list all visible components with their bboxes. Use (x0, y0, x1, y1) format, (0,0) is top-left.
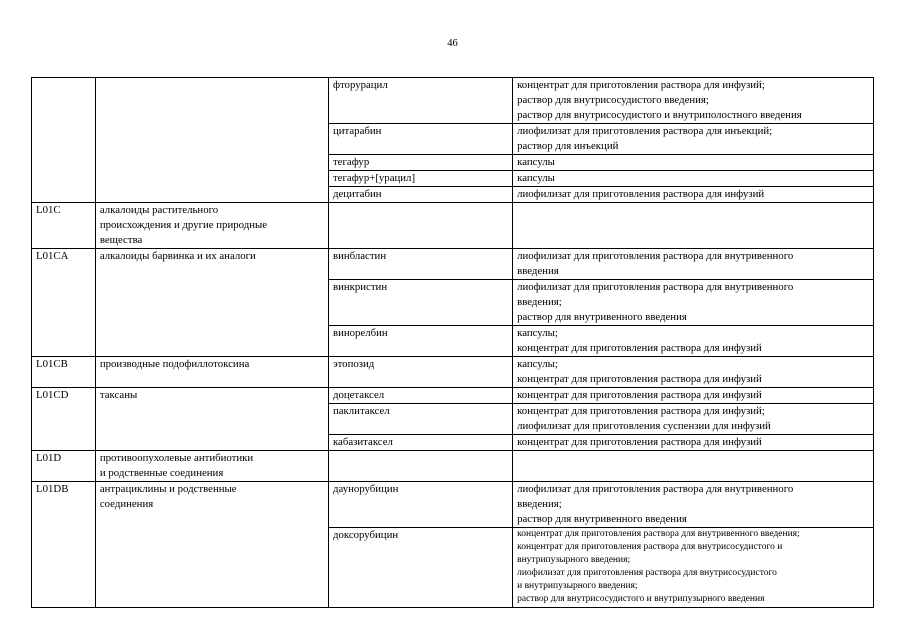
drug-name-cell: цитарабин (328, 124, 512, 155)
group-name-cell (95, 78, 328, 203)
group-name-cell: производные подофиллотоксина (95, 357, 328, 388)
atc-code-cell (32, 78, 96, 203)
drug-name-cell (328, 203, 512, 249)
dosage-form-cell: концентрат для приготовления раствора для инфузий (513, 435, 874, 451)
dosage-form-cell (513, 451, 874, 482)
atc-code-cell: L01CA (32, 249, 96, 357)
dosage-form-cell: капсулы; концентрат для приготовления раствора для инфузий (513, 357, 874, 388)
dosage-form-cell: капсулы (513, 155, 874, 171)
drug-name-cell: тегафур (328, 155, 512, 171)
drug-name-cell: фторурацил (328, 78, 512, 124)
atc-code-cell: L01CD (32, 388, 96, 451)
table-row (32, 482, 874, 528)
table-row (32, 451, 874, 482)
drug-name-cell: винбластин (328, 249, 512, 280)
dosage-form-cell: лиофилизат для приготовления раствора для инъекций; раствор для инъекций (513, 124, 874, 155)
drug-name-cell: винорелбин (328, 326, 512, 357)
drug-name-cell: кабазитаксел (328, 435, 512, 451)
drug-name-cell: доксорубицин (328, 528, 512, 608)
page-number: 46 (447, 38, 458, 49)
drug-name-cell: этопозид (328, 357, 512, 388)
table-row (32, 388, 874, 404)
dosage-form-cell: лиофилизат для приготовления раствора для инфузий (513, 187, 874, 203)
dosage-form-cell: капсулы (513, 171, 874, 187)
dosage-form-cell: лиофилизат для приготовления раствора для внутривенного введения; раствор для внутривенного введения (513, 482, 874, 528)
dosage-form-cell: концентрат для приготовления раствора для инфузий; раствор для внутрисосудистого введения; раствор для внутрисосудистого и внутриполостного введения (513, 78, 874, 124)
dosage-form-cell: концентрат для приготовления раствора для внутривенного введения; концентрат для приготовления раствора для внутрисосудистого и внутрипузырного введения; лиофилизат для приготовления раствора для внутрисосудистого и внутрипузырного введения; раствор для внутрисосудистого и внутрипузырного введения (513, 528, 874, 608)
dosage-form-cell: концентрат для приготовления раствора для инфузий (513, 388, 874, 404)
drug-name-cell (328, 451, 512, 482)
dosage-form-cell: концентрат для приготовления раствора для инфузий; лиофилизат для приготовления суспензии для инфузий (513, 404, 874, 435)
group-name-cell: алкалоиды растительного происхождения и другие природные вещества (95, 203, 328, 249)
dosage-form-cell: лиофилизат для приготовления раствора для внутривенного введения; раствор для внутривенного введения (513, 280, 874, 326)
table-row (32, 78, 874, 124)
atc-code-cell: L01DB (32, 482, 96, 608)
drug-name-cell: винкристин (328, 280, 512, 326)
group-name-cell: алкалоиды барвинка и их аналоги (95, 249, 328, 357)
drug-name-cell: доцетаксел (328, 388, 512, 404)
drug-name-cell: паклитаксел (328, 404, 512, 435)
dosage-form-cell: капсулы; концентрат для приготовления раствора для инфузий (513, 326, 874, 357)
drug-name-cell: тегафур+[урацил] (328, 171, 512, 187)
group-name-cell: таксаны (95, 388, 328, 451)
dosage-form-cell (513, 203, 874, 249)
atc-code-cell: L01CB (32, 357, 96, 388)
drug-name-cell: даунорубицин (328, 482, 512, 528)
table-row (32, 357, 874, 388)
table-row (32, 249, 874, 280)
drug-name-cell: децитабин (328, 187, 512, 203)
table-row (32, 203, 874, 249)
group-name-cell: антрациклины и родственные соединения (95, 482, 328, 608)
drug-table (31, 77, 874, 608)
dosage-form-cell: лиофилизат для приготовления раствора для внутривенного введения (513, 249, 874, 280)
group-name-cell: противоопухолевые антибиотики и родственные соединения (95, 451, 328, 482)
atc-code-cell: L01C (32, 203, 96, 249)
atc-code-cell: L01D (32, 451, 96, 482)
